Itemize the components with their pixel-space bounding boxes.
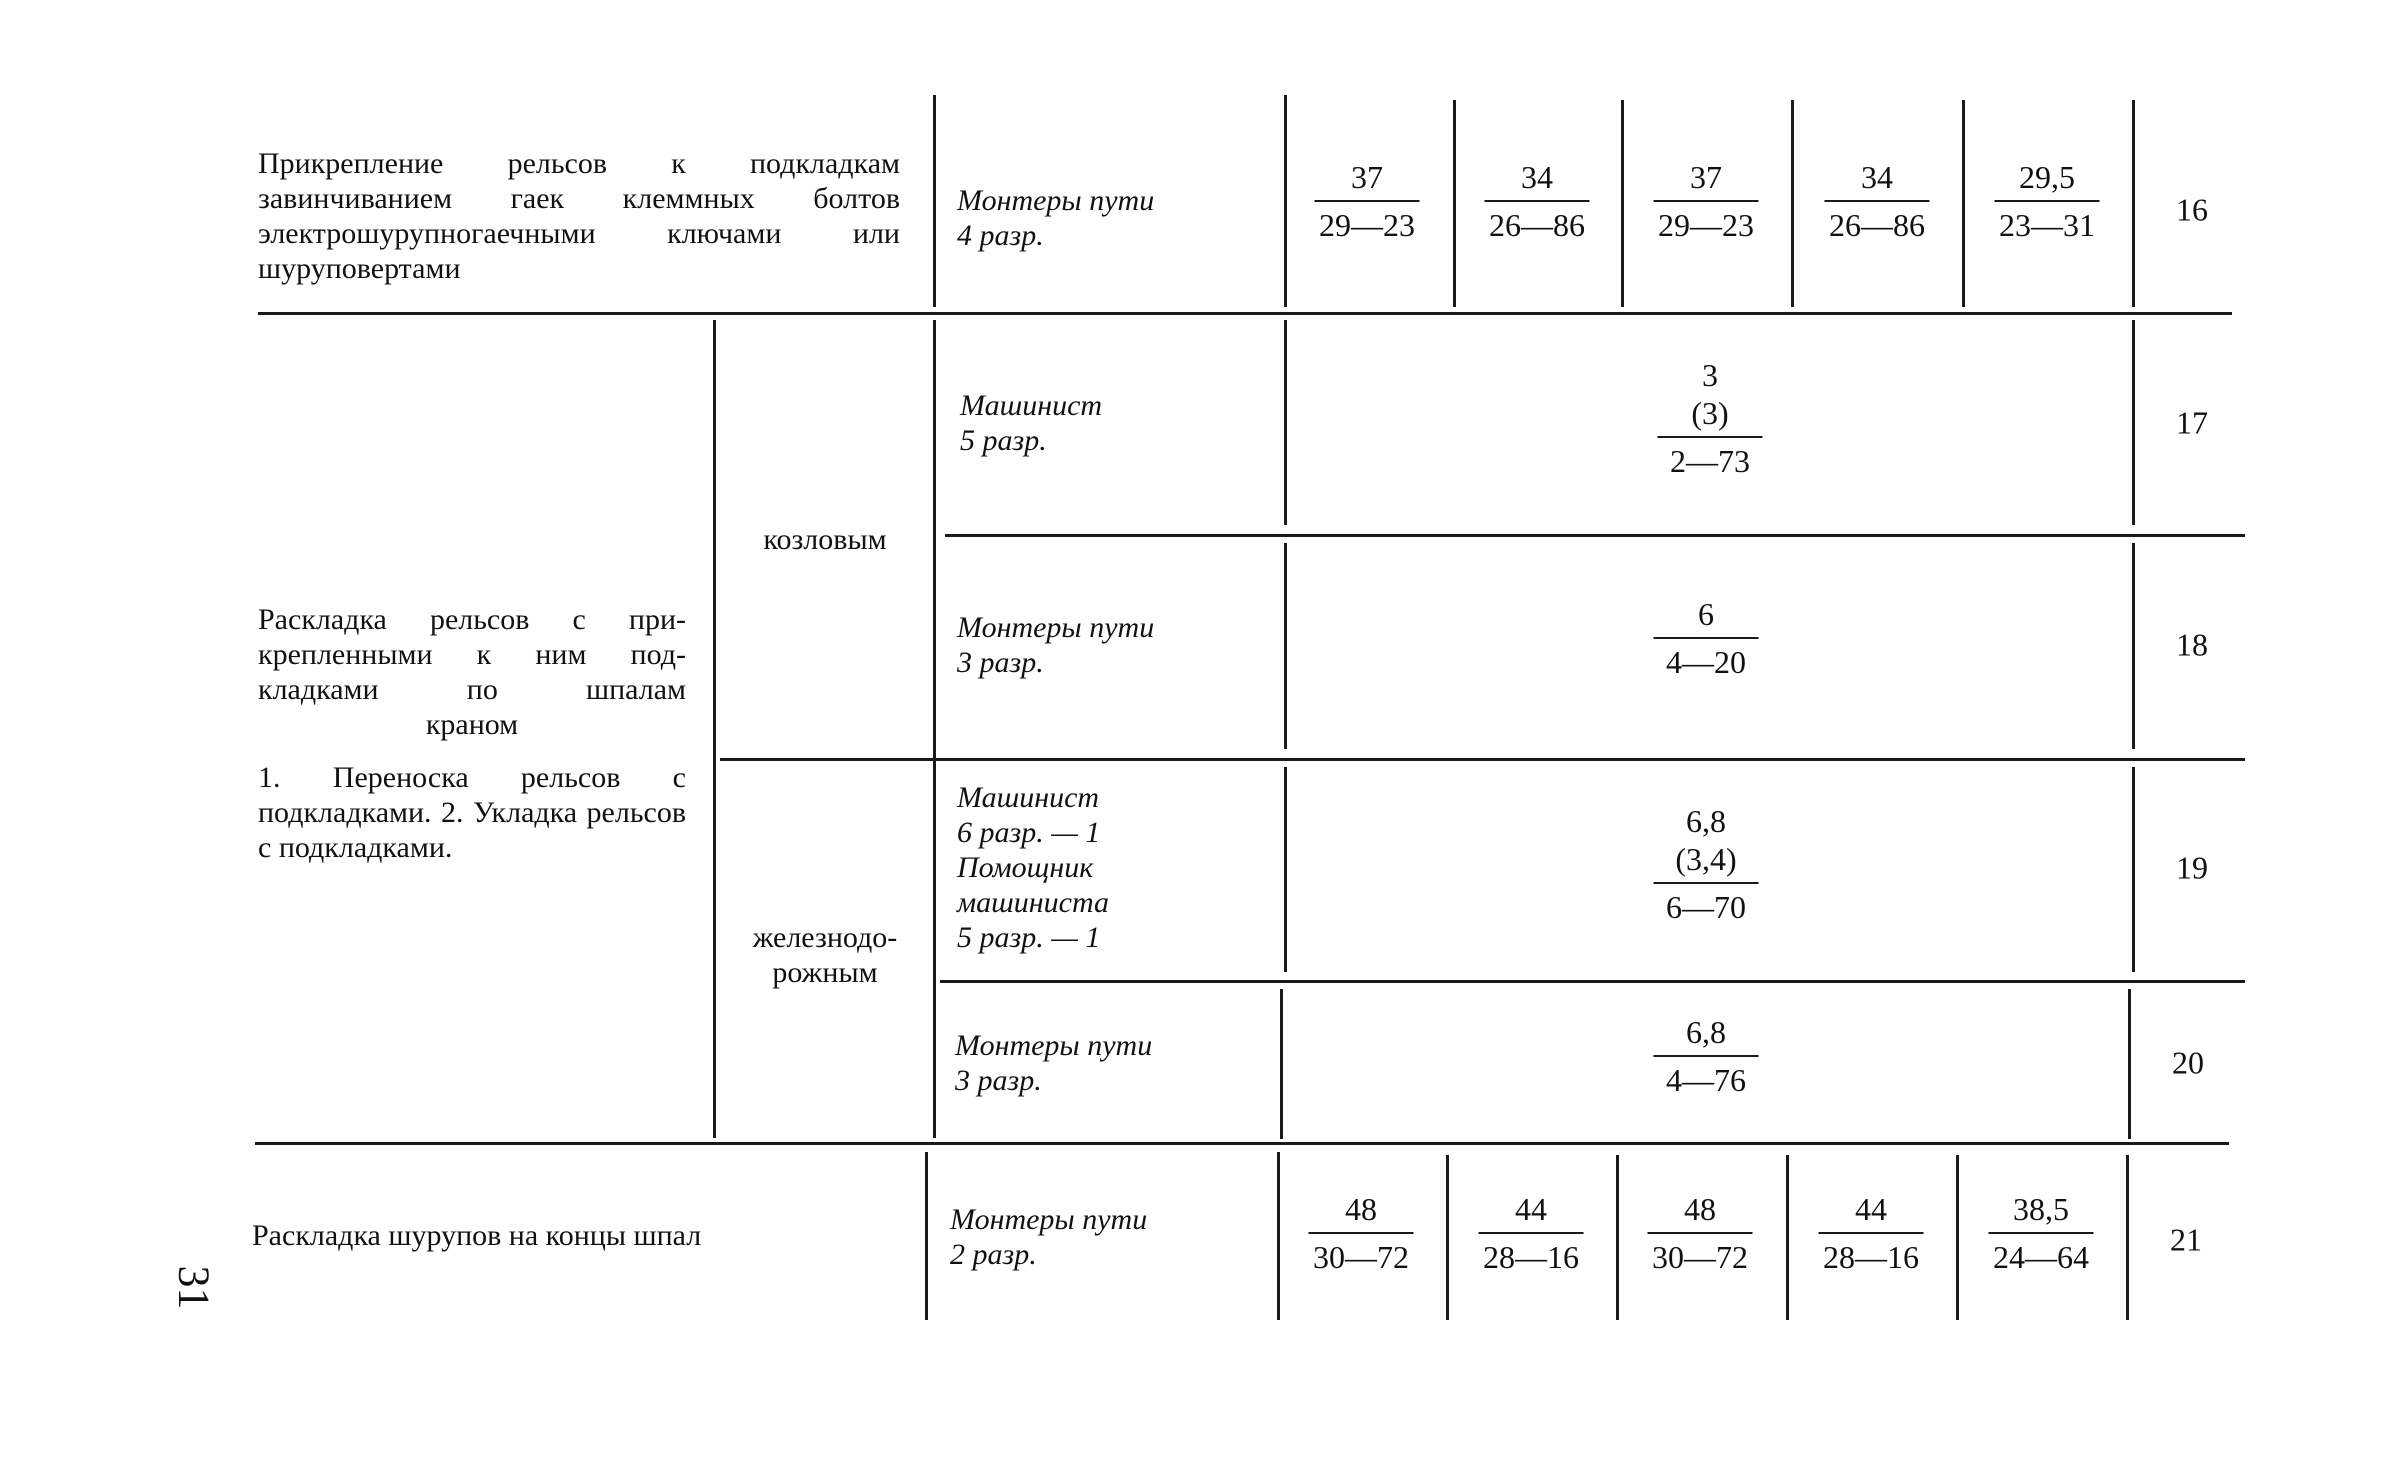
fraction-bar (1648, 1232, 1753, 1234)
norm-paren: (3,4) (1675, 841, 1737, 877)
col-rule (2126, 1155, 2129, 1320)
norm-denominator: 26—86 (1829, 207, 1925, 243)
col-rule (2132, 767, 2135, 972)
norm-fraction (1654, 1013, 1759, 1099)
workers-row-19 (957, 780, 1257, 955)
rule-after-row-16 (258, 312, 2232, 315)
col-rule (2132, 320, 2135, 525)
norm-denominator: 24—64 (1993, 1239, 2089, 1275)
norm-fraction (1995, 158, 2100, 244)
norm-fraction (1648, 1190, 1753, 1276)
norm-denominator: 30—72 (1313, 1239, 1409, 1275)
norm-numerator: 38,5 (2013, 1191, 2069, 1227)
col-rule (1453, 100, 1456, 307)
fraction-bar (1485, 200, 1590, 202)
norm-denominator: 30—72 (1652, 1239, 1748, 1275)
norm-numerator: 3 (1702, 357, 1718, 393)
group-operation-line: кладками по шпалам (258, 673, 686, 706)
crane-type-line: рожным (772, 956, 878, 989)
norm-denominator: 29—23 (1319, 207, 1415, 243)
workers-line: Монтеры пути (957, 611, 1155, 644)
rule-after-row-20 (255, 1142, 2229, 1145)
col-rule (2128, 989, 2131, 1139)
crane-type-railway (725, 920, 925, 990)
group-operation-line: крепленными к ним под- (258, 638, 686, 671)
norm-fraction (1479, 1190, 1584, 1276)
norm-fraction (1309, 1190, 1414, 1276)
norm-fraction (1485, 158, 1590, 244)
row-number: 21 (2170, 1221, 2202, 1258)
norm-numerator: 44 (1855, 1191, 1887, 1227)
norm-numerator: 29,5 (2019, 159, 2075, 195)
norm-fraction (1654, 158, 1759, 244)
col-rule (1284, 95, 1287, 307)
workers-line: машиниста (957, 886, 1110, 919)
workers-line: 3 разр. (957, 646, 1044, 679)
col-rule (1446, 1155, 1449, 1320)
rule-after-row-17 (945, 534, 2245, 537)
col-rule (1791, 100, 1794, 307)
norm-denominator: 4—20 (1666, 644, 1746, 680)
fraction-bar (1989, 1232, 2094, 1234)
fraction-bar (1654, 637, 1759, 639)
workers-line: Монтеры пути (955, 1029, 1153, 1062)
col-rule (933, 95, 936, 307)
row-number: 20 (2172, 1044, 2204, 1081)
group-operation-text (258, 602, 686, 742)
row-number: 16 (2176, 191, 2208, 228)
workers-line: 4 разр. (957, 219, 1044, 252)
workers-line: Монтеры пути (950, 1203, 1148, 1236)
workers-line: 5 разр. (960, 424, 1047, 457)
col-rule (713, 320, 716, 1138)
norm-denominator: 23—31 (1999, 207, 2095, 243)
norm-numerator: 34 (1521, 159, 1553, 195)
col-rule (1284, 767, 1287, 972)
workers-line: 6 разр. — 1 (957, 816, 1101, 849)
norm-denominator: 2—73 (1670, 443, 1750, 479)
row-number: 19 (2176, 849, 2208, 886)
norm-denominator: 28—16 (1483, 1239, 1579, 1275)
col-rule (1280, 989, 1283, 1139)
workers-row-17 (960, 388, 1260, 458)
fraction-bar (1819, 1232, 1924, 1234)
col-rule (1962, 100, 1965, 307)
norm-fraction (1658, 356, 1763, 480)
norm-fraction (1819, 1190, 1924, 1276)
col-rule (1284, 320, 1287, 525)
norm-fraction (1825, 158, 1930, 244)
fraction-bar (1479, 1232, 1584, 1234)
workers-line: 2 разр. (950, 1238, 1037, 1271)
norm-numerator: 44 (1515, 1191, 1547, 1227)
col-rule (2132, 543, 2135, 749)
row-number: 17 (2176, 404, 2208, 441)
norm-numerator: 48 (1684, 1191, 1716, 1227)
norm-paren: (3) (1691, 395, 1729, 431)
fraction-bar (1654, 882, 1759, 884)
workers-line: Машинист (957, 781, 1100, 814)
col-rule (1956, 1155, 1959, 1320)
col-rule (933, 320, 936, 1138)
fraction-bar (1654, 1055, 1759, 1057)
norm-denominator: 28—16 (1823, 1239, 1919, 1275)
norm-denominator: 4—76 (1666, 1062, 1746, 1098)
operation-text-row-21: Раскладка шурупов на концы шпал (252, 1219, 702, 1252)
norm-numerator: 37 (1351, 159, 1383, 195)
workers-line: 5 разр. — 1 (957, 921, 1101, 954)
group-note-text: 1. Переноска рельсов с подкладками. 2. Укладка рельсов с подкладками. (258, 761, 686, 864)
fraction-bar (1658, 436, 1763, 438)
workers-line: Машинист (960, 389, 1103, 422)
group-operation-line: краном (425, 708, 519, 741)
fraction-bar (1309, 1232, 1414, 1234)
crane-type-gantry: козловым (763, 523, 887, 556)
fraction-bar (1995, 200, 2100, 202)
rule-after-row-19 (940, 980, 2245, 983)
norm-denominator: 29—23 (1658, 207, 1754, 243)
fraction-bar (1315, 200, 1420, 202)
workers-line: Монтеры пути (957, 184, 1155, 217)
col-rule (1621, 100, 1624, 307)
norm-numerator: 34 (1861, 159, 1893, 195)
norm-fraction (1989, 1190, 2094, 1276)
col-rule (925, 1152, 928, 1320)
workers-row-18 (957, 610, 1257, 680)
col-rule (1284, 543, 1287, 749)
operation-text-row-16: Прикрепление рельсов к подкладкам завинчиванием гаек клеммных болтов электрошурупногаечными ключами или шуруповертами (258, 147, 900, 285)
norm-denominator: 6—70 (1666, 889, 1746, 925)
row-number: 18 (2176, 626, 2208, 663)
workers-row-20 (955, 1028, 1255, 1098)
workers-row-16 (957, 183, 1257, 253)
col-rule (1277, 1152, 1280, 1320)
norm-numerator: 48 (1345, 1191, 1377, 1227)
col-rule (2132, 100, 2135, 307)
norm-fraction (1654, 595, 1759, 681)
page-number: 31 (169, 1265, 219, 1310)
fraction-bar (1825, 200, 1930, 202)
fraction-bar (1654, 200, 1759, 202)
norm-fraction (1654, 802, 1759, 926)
rule-after-row-18 (720, 758, 2245, 761)
norm-numerator: 6,8 (1686, 803, 1726, 839)
norm-fraction (1315, 158, 1420, 244)
group-operation-line: Раскладка рельсов с при- (258, 603, 686, 636)
crane-type-line: железнодо- (752, 921, 898, 954)
norm-numerator: 6 (1698, 596, 1714, 632)
workers-row-21 (950, 1202, 1250, 1272)
col-rule (1786, 1155, 1789, 1320)
col-rule (1616, 1155, 1619, 1320)
workers-line: 3 разр. (955, 1064, 1042, 1097)
workers-line: Помощник (957, 851, 1094, 884)
norm-numerator: 37 (1690, 159, 1722, 195)
norm-numerator: 6,8 (1686, 1014, 1726, 1050)
norm-denominator: 26—86 (1489, 207, 1585, 243)
